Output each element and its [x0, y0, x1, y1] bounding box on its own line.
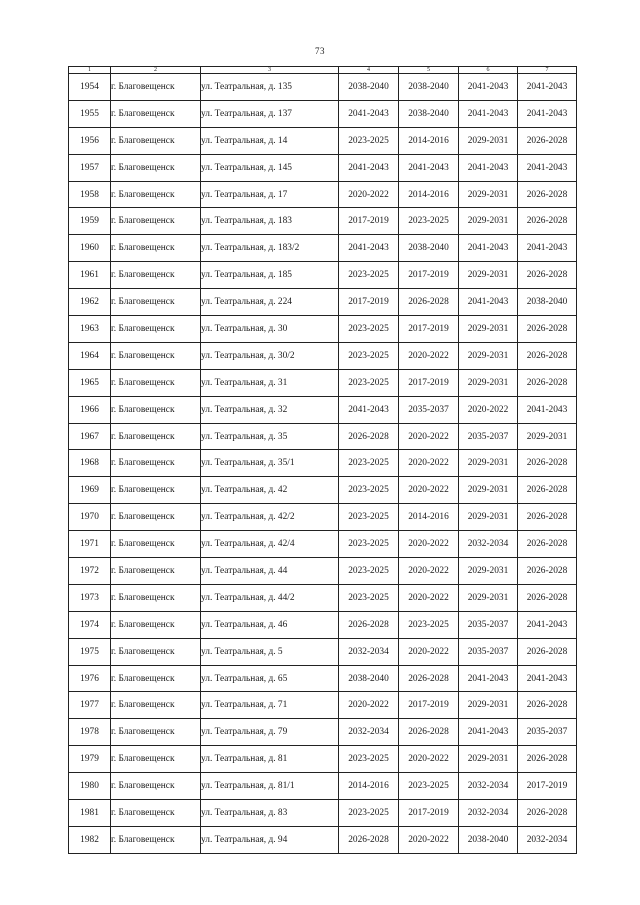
- period-col7: 2026-2028: [518, 638, 577, 665]
- address-cell: ул. Театральная, д. 42: [201, 477, 339, 504]
- column-number-4: 4: [339, 67, 399, 74]
- period-col4: 2032-2034: [339, 638, 399, 665]
- period-col6: 2029-2031: [459, 504, 518, 531]
- address-cell: ул. Театральная, д. 137: [201, 100, 339, 127]
- period-col6: 2032-2034: [459, 800, 518, 827]
- period-col6: 2041-2043: [459, 74, 518, 101]
- period-col4: 2041-2043: [339, 154, 399, 181]
- row-number: 1982: [69, 826, 111, 853]
- city-cell: г. Благовещенск: [111, 342, 201, 369]
- table-row: [69, 665, 577, 692]
- row-number: 1979: [69, 746, 111, 773]
- period-col5: 2014-2016: [399, 504, 459, 531]
- table-body: [69, 74, 577, 854]
- column-number-6: 6: [459, 67, 518, 74]
- city-cell: г. Благовещенск: [111, 477, 201, 504]
- period-col5: 2026-2028: [399, 665, 459, 692]
- period-col7: 2017-2019: [518, 773, 577, 800]
- row-number: 1959: [69, 208, 111, 235]
- address-cell: ул. Театральная, д. 83: [201, 800, 339, 827]
- table-row: [69, 746, 577, 773]
- table-row: [69, 450, 577, 477]
- row-number: 1968: [69, 450, 111, 477]
- address-cell: ул. Театральная, д. 65: [201, 665, 339, 692]
- period-col5: 2038-2040: [399, 74, 459, 101]
- city-cell: г. Благовещенск: [111, 584, 201, 611]
- column-number-2: 2: [111, 67, 201, 74]
- period-col5: 2041-2043: [399, 154, 459, 181]
- city-cell: г. Благовещенск: [111, 800, 201, 827]
- table-row: [69, 504, 577, 531]
- row-number: 1957: [69, 154, 111, 181]
- period-col6: 2029-2031: [459, 316, 518, 343]
- address-cell: ул. Театральная, д. 31: [201, 369, 339, 396]
- period-col6: 2032-2034: [459, 531, 518, 558]
- city-cell: г. Благовещенск: [111, 504, 201, 531]
- period-col7: 2041-2043: [518, 611, 577, 638]
- period-col6: 2035-2037: [459, 611, 518, 638]
- period-col6: 2041-2043: [459, 100, 518, 127]
- row-number: 1955: [69, 100, 111, 127]
- row-number: 1965: [69, 369, 111, 396]
- period-col5: 2017-2019: [399, 316, 459, 343]
- address-cell: ул. Театральная, д. 44: [201, 558, 339, 585]
- period-col5: 2026-2028: [399, 719, 459, 746]
- period-col4: 2023-2025: [339, 262, 399, 289]
- address-cell: ул. Театральная, д. 94: [201, 826, 339, 853]
- table-row: [69, 289, 577, 316]
- row-number: 1967: [69, 423, 111, 450]
- table-row: [69, 316, 577, 343]
- table-row: [69, 262, 577, 289]
- period-col4: 2023-2025: [339, 369, 399, 396]
- city-cell: г. Благовещенск: [111, 100, 201, 127]
- city-cell: г. Благовещенск: [111, 127, 201, 154]
- row-number: 1978: [69, 719, 111, 746]
- table-row: [69, 342, 577, 369]
- row-number: 1961: [69, 262, 111, 289]
- table-row: [69, 611, 577, 638]
- table-row: [69, 369, 577, 396]
- column-number-3: 3: [201, 67, 339, 74]
- period-col5: 2014-2016: [399, 127, 459, 154]
- row-number: 1969: [69, 477, 111, 504]
- period-col5: 2020-2022: [399, 584, 459, 611]
- period-col5: 2020-2022: [399, 746, 459, 773]
- period-col4: 2023-2025: [339, 316, 399, 343]
- period-col7: 2026-2028: [518, 800, 577, 827]
- period-col7: 2026-2028: [518, 181, 577, 208]
- address-cell: ул. Театральная, д. 79: [201, 719, 339, 746]
- period-col4: 2023-2025: [339, 584, 399, 611]
- period-col5: 2017-2019: [399, 800, 459, 827]
- address-cell: ул. Театральная, д. 35/1: [201, 450, 339, 477]
- period-col5: 2020-2022: [399, 450, 459, 477]
- city-cell: г. Благовещенск: [111, 719, 201, 746]
- period-col7: 2029-2031: [518, 423, 577, 450]
- address-cell: ул. Театральная, д. 46: [201, 611, 339, 638]
- table-row: [69, 800, 577, 827]
- period-col5: 2020-2022: [399, 342, 459, 369]
- table-row: [69, 584, 577, 611]
- address-cell: ул. Театральная, д. 71: [201, 692, 339, 719]
- period-col5: 2017-2019: [399, 692, 459, 719]
- address-cell: ул. Театральная, д. 183/2: [201, 235, 339, 262]
- period-col4: 2023-2025: [339, 504, 399, 531]
- address-cell: ул. Театральная, д. 42/2: [201, 504, 339, 531]
- period-col6: 2041-2043: [459, 235, 518, 262]
- address-cell: ул. Театральная, д. 145: [201, 154, 339, 181]
- period-col5: 2023-2025: [399, 773, 459, 800]
- period-col4: 2026-2028: [339, 423, 399, 450]
- address-cell: ул. Театральная, д. 81/1: [201, 773, 339, 800]
- period-col4: 2023-2025: [339, 746, 399, 773]
- period-col6: 2041-2043: [459, 665, 518, 692]
- period-col4: 2023-2025: [339, 342, 399, 369]
- registry-table: [68, 66, 577, 854]
- period-col7: 2041-2043: [518, 665, 577, 692]
- period-col6: 2029-2031: [459, 746, 518, 773]
- period-col6: 2029-2031: [459, 450, 518, 477]
- page-number: 73: [315, 46, 325, 56]
- period-col5: 2017-2019: [399, 262, 459, 289]
- period-col4: 2041-2043: [339, 100, 399, 127]
- table-row: [69, 719, 577, 746]
- period-col4: 2026-2028: [339, 611, 399, 638]
- row-number: 1977: [69, 692, 111, 719]
- table-row: [69, 531, 577, 558]
- period-col5: 2038-2040: [399, 235, 459, 262]
- address-cell: ул. Театральная, д. 30: [201, 316, 339, 343]
- period-col6: 2029-2031: [459, 692, 518, 719]
- address-cell: ул. Театральная, д. 185: [201, 262, 339, 289]
- city-cell: г. Благовещенск: [111, 74, 201, 101]
- table-row: [69, 423, 577, 450]
- period-col7: 2032-2034: [518, 826, 577, 853]
- city-cell: г. Благовещенск: [111, 558, 201, 585]
- row-number: 1964: [69, 342, 111, 369]
- period-col4: 2020-2022: [339, 181, 399, 208]
- period-col5: 2026-2028: [399, 289, 459, 316]
- row-number: 1981: [69, 800, 111, 827]
- period-col6: 2029-2031: [459, 208, 518, 235]
- period-col7: 2026-2028: [518, 584, 577, 611]
- city-cell: г. Благовещенск: [111, 316, 201, 343]
- period-col5: 2035-2037: [399, 396, 459, 423]
- row-number: 1954: [69, 74, 111, 101]
- row-number: 1962: [69, 289, 111, 316]
- period-col7: 2026-2028: [518, 531, 577, 558]
- address-cell: ул. Театральная, д. 42/4: [201, 531, 339, 558]
- period-col4: 2023-2025: [339, 531, 399, 558]
- address-cell: ул. Театральная, д. 32: [201, 396, 339, 423]
- period-col7: 2041-2043: [518, 235, 577, 262]
- period-col5: 2017-2019: [399, 369, 459, 396]
- period-col6: 2035-2037: [459, 638, 518, 665]
- period-col5: 2023-2025: [399, 208, 459, 235]
- period-col6: 2041-2043: [459, 154, 518, 181]
- period-col5: 2038-2040: [399, 100, 459, 127]
- period-col5: 2023-2025: [399, 611, 459, 638]
- table-row: [69, 127, 577, 154]
- column-number-1: 1: [69, 67, 111, 74]
- table-row: [69, 235, 577, 262]
- address-cell: ул. Театральная, д. 35: [201, 423, 339, 450]
- city-cell: г. Благовещенск: [111, 396, 201, 423]
- row-number: 1980: [69, 773, 111, 800]
- period-col6: 2038-2040: [459, 826, 518, 853]
- period-col6: 2029-2031: [459, 584, 518, 611]
- period-col7: 2026-2028: [518, 746, 577, 773]
- period-col4: 2038-2040: [339, 74, 399, 101]
- period-col6: 2041-2043: [459, 719, 518, 746]
- period-col6: 2035-2037: [459, 423, 518, 450]
- period-col5: 2014-2016: [399, 181, 459, 208]
- row-number: 1971: [69, 531, 111, 558]
- period-col6: 2029-2031: [459, 127, 518, 154]
- table-row: [69, 477, 577, 504]
- period-col6: 2029-2031: [459, 477, 518, 504]
- period-col5: 2020-2022: [399, 638, 459, 665]
- period-col7: 2026-2028: [518, 316, 577, 343]
- city-cell: г. Благовещенск: [111, 369, 201, 396]
- address-cell: ул. Театральная, д. 224: [201, 289, 339, 316]
- period-col6: 2029-2031: [459, 342, 518, 369]
- city-cell: г. Благовещенск: [111, 289, 201, 316]
- table-row: [69, 396, 577, 423]
- address-cell: ул. Театральная, д. 17: [201, 181, 339, 208]
- table-row: [69, 773, 577, 800]
- city-cell: г. Благовещенск: [111, 531, 201, 558]
- city-cell: г. Благовещенск: [111, 638, 201, 665]
- address-cell: ул. Театральная, д. 183: [201, 208, 339, 235]
- city-cell: г. Благовещенск: [111, 773, 201, 800]
- city-cell: г. Благовещенск: [111, 181, 201, 208]
- city-cell: г. Благовещенск: [111, 665, 201, 692]
- period-col6: 2032-2034: [459, 773, 518, 800]
- period-col7: 2035-2037: [518, 719, 577, 746]
- period-col7: 2041-2043: [518, 396, 577, 423]
- row-number: 1970: [69, 504, 111, 531]
- period-col4: 2017-2019: [339, 289, 399, 316]
- column-number-7: 7: [518, 67, 577, 74]
- period-col6: 2029-2031: [459, 181, 518, 208]
- period-col4: 2023-2025: [339, 800, 399, 827]
- period-col7: 2026-2028: [518, 262, 577, 289]
- table-row: [69, 74, 577, 101]
- period-col7: 2026-2028: [518, 342, 577, 369]
- row-number: 1958: [69, 181, 111, 208]
- period-col4: 2023-2025: [339, 450, 399, 477]
- period-col4: 2020-2022: [339, 692, 399, 719]
- period-col5: 2020-2022: [399, 477, 459, 504]
- period-col7: 2026-2028: [518, 369, 577, 396]
- period-col7: 2026-2028: [518, 558, 577, 585]
- period-col4: 2017-2019: [339, 208, 399, 235]
- row-number: 1966: [69, 396, 111, 423]
- row-number: 1974: [69, 611, 111, 638]
- table-row: [69, 638, 577, 665]
- row-number: 1976: [69, 665, 111, 692]
- period-col7: 2038-2040: [518, 289, 577, 316]
- table-row: [69, 208, 577, 235]
- row-number: 1963: [69, 316, 111, 343]
- city-cell: г. Благовещенск: [111, 450, 201, 477]
- period-col5: 2020-2022: [399, 826, 459, 853]
- city-cell: г. Благовещенск: [111, 154, 201, 181]
- table-row: [69, 558, 577, 585]
- row-number: 1960: [69, 235, 111, 262]
- city-cell: г. Благовещенск: [111, 262, 201, 289]
- period-col7: 2041-2043: [518, 74, 577, 101]
- city-cell: г. Благовещенск: [111, 746, 201, 773]
- city-cell: г. Благовещенск: [111, 208, 201, 235]
- period-col4: 2041-2043: [339, 396, 399, 423]
- period-col5: 2020-2022: [399, 531, 459, 558]
- table-row: [69, 100, 577, 127]
- period-col4: 2023-2025: [339, 477, 399, 504]
- period-col7: 2026-2028: [518, 477, 577, 504]
- period-col4: 2038-2040: [339, 665, 399, 692]
- period-col4: 2023-2025: [339, 558, 399, 585]
- period-col6: 2029-2031: [459, 262, 518, 289]
- city-cell: г. Благовещенск: [111, 692, 201, 719]
- period-col7: 2026-2028: [518, 450, 577, 477]
- period-col5: 2020-2022: [399, 558, 459, 585]
- period-col7: 2026-2028: [518, 692, 577, 719]
- city-cell: г. Благовещенск: [111, 235, 201, 262]
- period-col6: 2020-2022: [459, 396, 518, 423]
- address-cell: ул. Театральная, д. 135: [201, 74, 339, 101]
- address-cell: ул. Театральная, д. 81: [201, 746, 339, 773]
- address-cell: ул. Театральная, д. 30/2: [201, 342, 339, 369]
- period-col6: 2041-2043: [459, 289, 518, 316]
- row-number: 1956: [69, 127, 111, 154]
- address-cell: ул. Театральная, д. 44/2: [201, 584, 339, 611]
- period-col4: 2023-2025: [339, 127, 399, 154]
- row-number: 1972: [69, 558, 111, 585]
- table-row: [69, 692, 577, 719]
- period-col4: 2041-2043: [339, 235, 399, 262]
- city-cell: г. Благовещенск: [111, 826, 201, 853]
- city-cell: г. Благовещенск: [111, 423, 201, 450]
- table-row: [69, 154, 577, 181]
- address-cell: ул. Театральная, д. 14: [201, 127, 339, 154]
- row-number: 1973: [69, 584, 111, 611]
- table-row: [69, 826, 577, 853]
- period-col5: 2020-2022: [399, 423, 459, 450]
- column-number-5: 5: [399, 67, 459, 74]
- address-cell: ул. Театральная, д. 5: [201, 638, 339, 665]
- period-col7: 2026-2028: [518, 127, 577, 154]
- period-col7: 2041-2043: [518, 154, 577, 181]
- period-col4: 2014-2016: [339, 773, 399, 800]
- column-number-row: [69, 67, 577, 74]
- period-col4: 2032-2034: [339, 719, 399, 746]
- city-cell: г. Благовещенск: [111, 611, 201, 638]
- period-col4: 2026-2028: [339, 826, 399, 853]
- period-col7: 2026-2028: [518, 208, 577, 235]
- period-col6: 2029-2031: [459, 369, 518, 396]
- period-col6: 2029-2031: [459, 558, 518, 585]
- period-col7: 2026-2028: [518, 504, 577, 531]
- row-number: 1975: [69, 638, 111, 665]
- period-col7: 2041-2043: [518, 100, 577, 127]
- table-row: [69, 181, 577, 208]
